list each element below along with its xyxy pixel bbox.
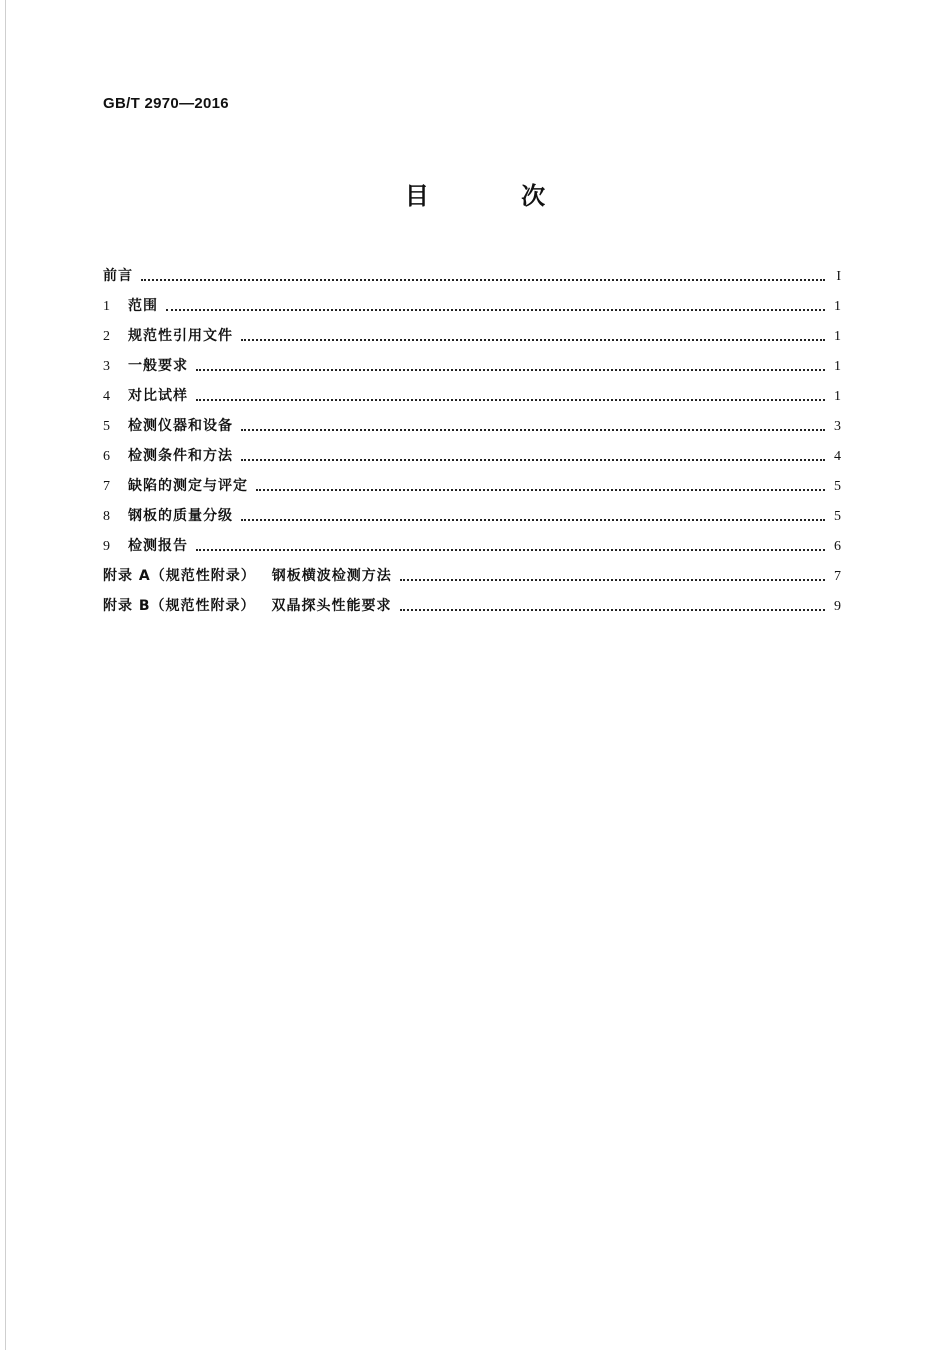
toc-leader-dots — [241, 459, 825, 461]
toc-page-number: 1 — [834, 389, 841, 404]
toc-page-number: 1 — [834, 299, 841, 314]
toc-page-number: 9 — [834, 599, 841, 614]
toc-entry-number: 4 — [103, 389, 110, 404]
toc-entry-9[interactable] — [103, 525, 841, 555]
toc-entry-2[interactable] — [103, 315, 841, 345]
toc-leader-dots — [196, 549, 825, 551]
toc-page-number: I — [836, 269, 841, 284]
toc-annex-title: 钢板横波检测方法 — [271, 568, 392, 584]
toc-entry-label: 规范性引用文件 — [128, 328, 233, 344]
toc-entry-label: 前言 — [103, 268, 133, 284]
toc-entry-6[interactable] — [103, 435, 841, 465]
toc-entry-4[interactable] — [103, 375, 841, 405]
toc-entry-label: 检测条件和方法 — [128, 448, 233, 464]
toc-entry-label: 缺陷的测定与评定 — [128, 478, 248, 494]
toc-entry-number: 5 — [103, 419, 110, 434]
toc-entry-number: 7 — [103, 479, 110, 494]
toc-leader-dots — [256, 489, 825, 491]
toc-entry-annex-a[interactable] — [103, 555, 841, 585]
toc-page-number: 1 — [834, 359, 841, 374]
toc-page-number: 7 — [834, 569, 841, 584]
toc-leader-dots — [400, 579, 825, 581]
toc-page-number: 1 — [834, 329, 841, 344]
toc-entry-number: 3 — [103, 359, 110, 374]
toc-entry-number: 9 — [103, 539, 110, 554]
toc-leader-dots — [141, 279, 825, 281]
toc-entry-label: 对比试样 — [128, 388, 188, 404]
toc-annex-title: 双晶探头性能要求 — [271, 598, 392, 614]
toc-leader-dots — [241, 519, 825, 521]
toc-annex-label: 附录 B（规范性附录） — [103, 598, 256, 614]
toc-entry-8[interactable] — [103, 495, 841, 525]
toc-entry-label: 范围 — [128, 298, 158, 314]
toc-entry-label: 检测仪器和设备 — [128, 418, 233, 434]
toc-page-number: 3 — [834, 419, 841, 434]
toc-entry-number: 2 — [103, 329, 110, 344]
toc-page-number: 5 — [834, 509, 841, 524]
toc-entry-3[interactable] — [103, 345, 841, 375]
toc-entry-7[interactable] — [103, 465, 841, 495]
toc-entry-5[interactable] — [103, 405, 841, 435]
document-code: GB/T 2970—2016 — [103, 95, 229, 112]
toc-entry-foreword[interactable] — [103, 255, 841, 285]
toc-leader-dots — [241, 339, 825, 341]
toc-leader-dots — [196, 399, 825, 401]
page-title: 目 次 — [404, 182, 588, 210]
toc-entry-label: 钢板的质量分级 — [128, 508, 233, 524]
toc-page-number: 6 — [834, 539, 841, 554]
toc-entry-number: 1 — [103, 299, 110, 314]
toc-entry-annex-b[interactable] — [103, 585, 841, 615]
toc-page-number: 4 — [834, 449, 841, 464]
toc-entry-number: 6 — [103, 449, 110, 464]
toc-leader-dots — [241, 429, 825, 431]
toc-entry-label: 检测报告 — [128, 538, 188, 554]
toc-leader-dots — [196, 369, 825, 371]
toc-entry-label: 一般要求 — [128, 358, 188, 374]
toc-page-number: 5 — [834, 479, 841, 494]
table-of-contents — [103, 255, 841, 615]
toc-leader-dots — [166, 309, 825, 311]
toc-annex-label: 附录 A（规范性附录） — [103, 568, 256, 584]
toc-leader-dots — [400, 609, 825, 611]
toc-entry-1[interactable] — [103, 285, 841, 315]
toc-entry-number: 8 — [103, 509, 110, 524]
